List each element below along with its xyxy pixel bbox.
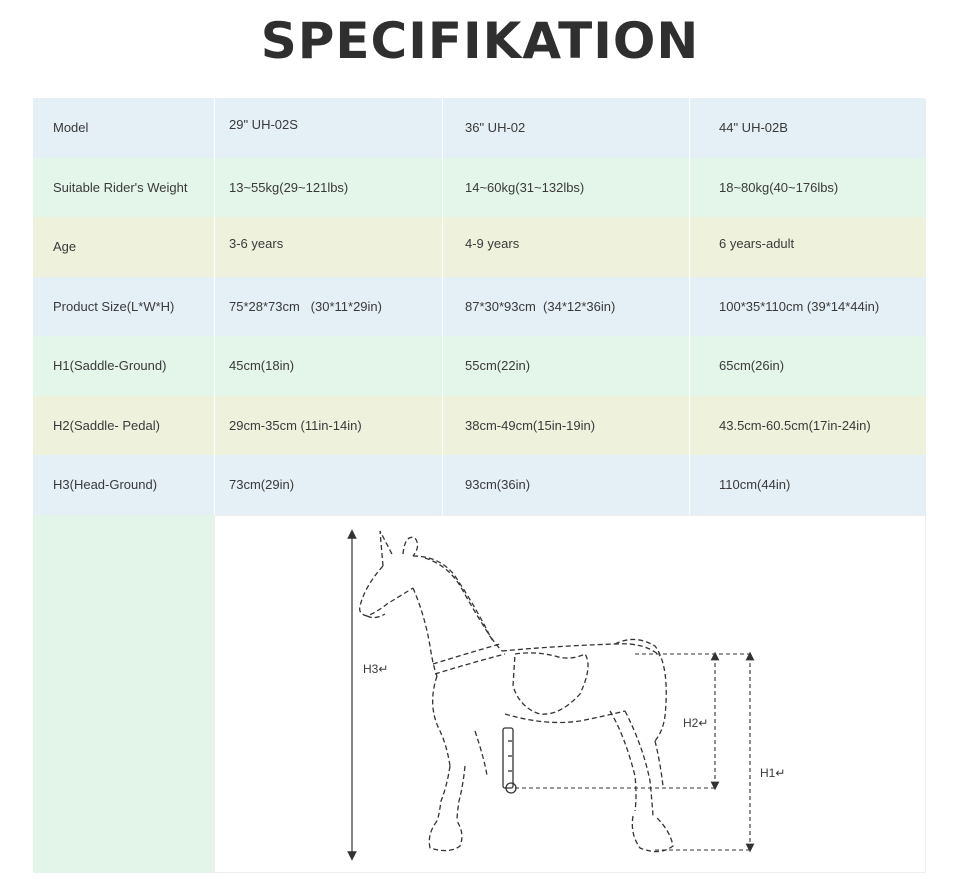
cell-h3-29: 73cm(29in) xyxy=(214,455,442,515)
cell-weight-44: 18~80kg(40~176lbs) xyxy=(689,158,926,218)
cell-h2-44: 43.5cm-60.5cm(17in-24in) xyxy=(689,396,926,456)
cell-age-29: 3-6 years xyxy=(214,217,442,277)
spec-table xyxy=(33,98,926,873)
cell-weight-29: 13~55kg(29~121lbs) xyxy=(214,158,442,218)
h3-label: H3↵ xyxy=(363,661,389,676)
row-label: Product Size(L*W*H) xyxy=(53,298,175,314)
table-row xyxy=(33,277,926,337)
unicorn-body-outline xyxy=(360,531,673,852)
row-label: H3(Head-Ground) xyxy=(53,477,158,493)
cell-h2-36: 38cm-49cm(15in-19in) xyxy=(442,396,689,456)
diagram-row xyxy=(33,515,926,873)
cell-h1-36: 55cm(22in) xyxy=(442,336,689,396)
cell-model-36: 36" UH-02 xyxy=(442,98,689,158)
cell-age-44: 6 years-adult xyxy=(689,217,926,277)
unicorn-diagram xyxy=(214,515,926,873)
cell-h3-36: 93cm(36in) xyxy=(442,455,689,515)
cell-age-36: 4-9 years xyxy=(442,217,689,277)
diagram-row-label-cell xyxy=(33,515,214,873)
table-row xyxy=(33,336,926,396)
table-row xyxy=(33,217,926,277)
cell-model-29: 29" UH-02S xyxy=(214,98,442,158)
row-label: Age xyxy=(53,239,77,255)
unicorn-outline-drawing xyxy=(215,516,927,874)
row-label: H2(Saddle- Pedal) xyxy=(53,417,160,433)
cell-h1-29: 45cm(18in) xyxy=(214,336,442,396)
row-label: H1(Saddle-Ground) xyxy=(53,358,167,374)
cell-size-44: 100*35*110cm (39*14*44in) xyxy=(689,277,926,337)
cell-size-29: 75*28*73cm (30*11*29in) xyxy=(214,277,442,337)
table-row xyxy=(33,455,926,515)
cell-h3-44: 110cm(44in) xyxy=(689,455,926,515)
cell-h2-29: 29cm-35cm (11in-14in) xyxy=(214,396,442,456)
h2-label: H2↵ xyxy=(683,715,709,730)
cell-weight-36: 14~60kg(31~132lbs) xyxy=(442,158,689,218)
h1-label: H1↵ xyxy=(760,765,786,780)
table-row xyxy=(33,98,926,158)
row-label: Suitable Rider's Weight xyxy=(53,179,188,195)
pedal-bracket xyxy=(503,728,516,793)
cell-size-36: 87*30*93cm (34*12*36in) xyxy=(442,277,689,337)
page-title: SPECIFIKATION xyxy=(260,12,700,70)
table-row xyxy=(33,396,926,456)
cell-h1-44: 65cm(26in) xyxy=(689,336,926,396)
row-label: Model xyxy=(53,120,89,136)
table-row xyxy=(33,158,926,218)
cell-model-44: 44" UH-02B xyxy=(689,98,926,158)
